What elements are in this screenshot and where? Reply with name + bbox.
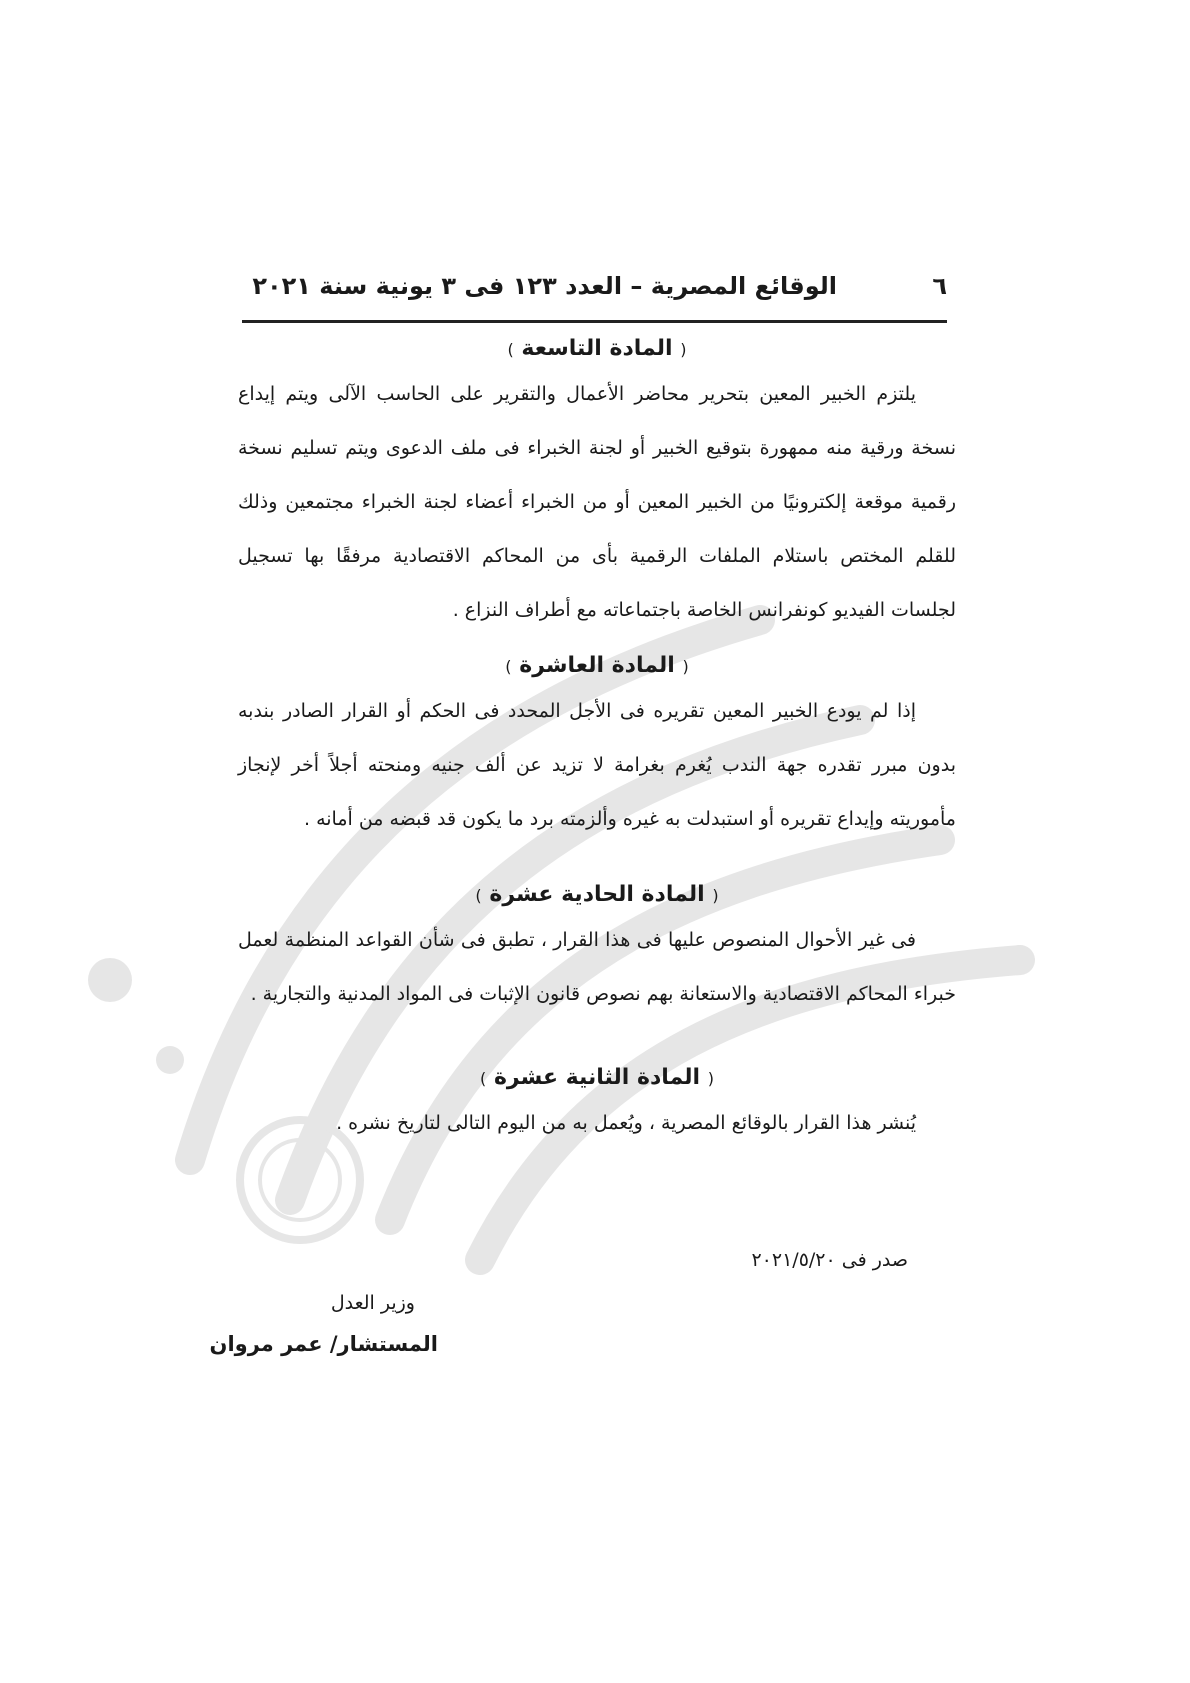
article-9-body bbox=[238, 367, 956, 637]
paren-close: ) bbox=[507, 340, 514, 359]
page-header bbox=[242, 272, 947, 306]
article-paragraph: يُنشر هذا القرار بالوقائع المصرية ، ويُعمل به من اليوم التالى لتاريخ نشره . bbox=[336, 1112, 916, 1134]
page-number: ٦ bbox=[932, 272, 947, 300]
article-11 bbox=[238, 882, 956, 907]
article-9 bbox=[238, 336, 956, 361]
header-rule bbox=[242, 320, 947, 323]
issue-date: صدر فى ٢٠٢١/٥/٢٠ bbox=[751, 1249, 908, 1271]
article-title-text: المادة التاسعة bbox=[521, 336, 673, 361]
article-10-body bbox=[238, 684, 956, 846]
paren-close: ) bbox=[480, 1069, 487, 1088]
article-title-text: المادة العاشرة bbox=[519, 653, 675, 678]
paren-close: ) bbox=[505, 657, 512, 676]
article-title-text: المادة الثانية عشرة bbox=[493, 1065, 701, 1090]
article-paragraph: يلتزم الخبير المعين بتحرير محاضر الأعمال والتقرير على الحاسب الآلى ويتم إيداع نسخة ورقية منه ممهورة بتوقيع الخبير أو لجنة الخبراء فى ملف الدعوى ويتم تسليم نسخة رقمية موقعة إلكترونيًا من الخبير المعين أو من الخبراء أعضاء لجنة الخبراء مجتمعين وذلك للقلم المختص باستلام الملفات الرقمية بأى من المحاكم الاقتصادية مرفقًا بها تسجيل لجلسات الفيديو كونفرانس الخاصة باجتماعاته مع أطراف النزاع . bbox=[238, 383, 956, 621]
minister-name: المستشار/ عمر مروان bbox=[209, 1332, 438, 1356]
article-title bbox=[238, 1065, 956, 1090]
paren-open: ( bbox=[682, 657, 689, 676]
article-title-text: المادة الحادية عشرة bbox=[489, 882, 705, 907]
article-paragraph: إذا لم يودع الخبير المعين تقريره فى الأجل المحدد فى الحكم أو القرار الصادر بندبه بدون مبرر تقدره جهة الندب يُغرم بغرامة لا تزيد عن ألف جنيه ومنحته أجلاً أخر لإنجاز مأموريته وإيداع تقريره أو استبدلت به غيره وألزمته برد ما يكون قد قبضه من أمانه . bbox=[238, 700, 956, 830]
article-title bbox=[238, 653, 956, 678]
article-12-body bbox=[238, 1096, 956, 1150]
article-paragraph: فى غير الأحوال المنصوص عليها فى هذا القرار ، تطبق فى شأن القواعد المنظمة لعمل خبراء المحاكم الاقتصادية والاستعانة بهم نصوص قانون الإثبات فى المواد المدنية والتجارية . bbox=[238, 929, 956, 1005]
paren-close: ) bbox=[475, 886, 482, 905]
minister-title: وزير العدل bbox=[330, 1292, 415, 1314]
article-10 bbox=[238, 653, 956, 678]
article-title bbox=[238, 882, 956, 907]
article-12 bbox=[238, 1065, 956, 1090]
paren-open: ( bbox=[707, 1069, 714, 1088]
paren-open: ( bbox=[712, 886, 719, 905]
gazette-header-title: الوقائع المصرية – العدد ١٢٣ فى ٣ يونية سنة ٢٠٢١ bbox=[252, 272, 837, 300]
paren-open: ( bbox=[680, 340, 687, 359]
article-title bbox=[238, 336, 956, 361]
article-11-body bbox=[238, 913, 956, 1021]
